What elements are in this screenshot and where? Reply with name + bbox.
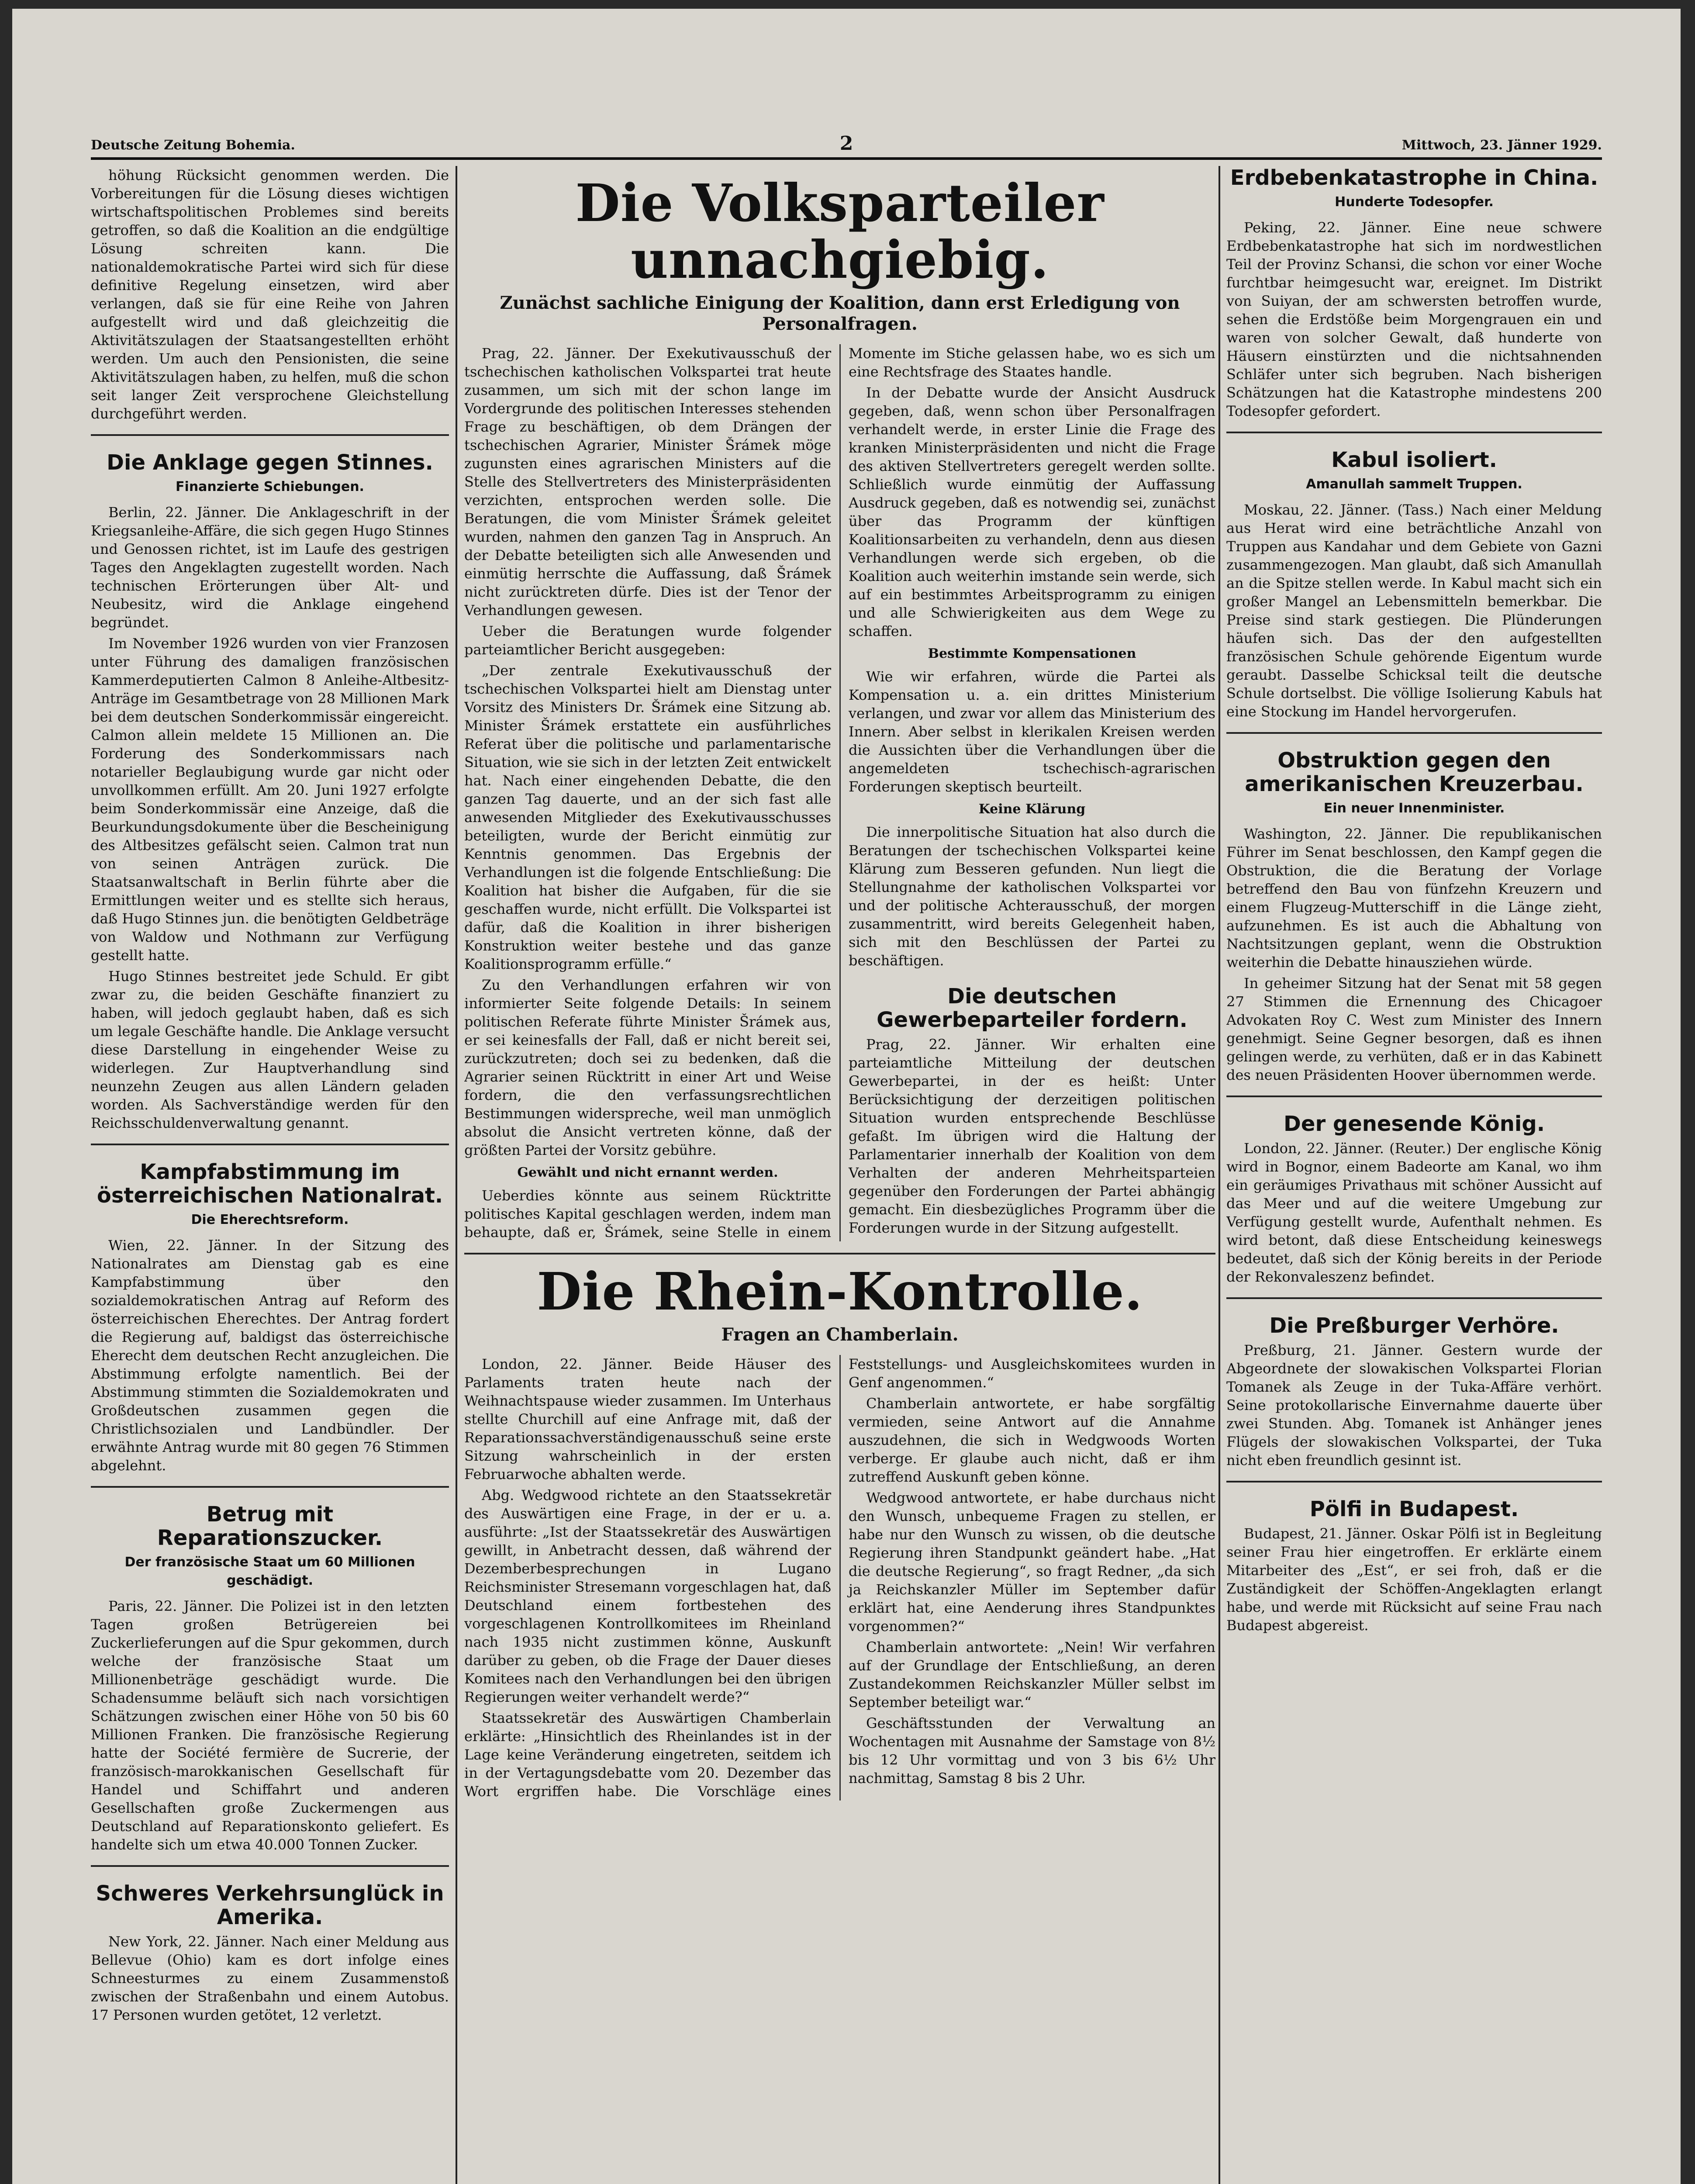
- column-rule: [456, 166, 457, 2184]
- masthead: [91, 118, 1602, 160]
- headline-poelfi: Pölfi in Budapest.: [1309, 1497, 1519, 1521]
- paragraph: Die innerpolitische Situation hat also durch die Beratungen der tschechischen Volkspartei keine Klärung zum Besseren gefunden. Nun liegt die Stellungnahme der katholischen Volkspartei vor und der politische Achterausschuß, der morgen zusammentritt, wird bereits Gelegenheit haben, sich mit den Beschlüssen der Partei zu beschäftigen.: [849, 824, 1215, 969]
- paragraph: Moskau, 22. Jänner. (Tass.) Nach einer Meldung aus Herat wird eine beträchtliche Anzahl von Truppen aus Kandahar und dem Gebiete von Gazni zusammengezogen. Man glaubt, daß sich Amanullah an die Spitze stellen werde. In Kabul macht sich ein großer Mangel an Lebensmitteln bemerkbar. Die Preise sind stark gestiegen. Die Plünderungen häufen sich. Das der den aufgestellten französischen Schule gehörende Eigentum wurde geraubt. Dasselbe Schicksal teilt die deutsche Schule dortselbst. Die völlige Isolierung Kabuls hat eine Stockung im Handel hervorgerufen.: [1226, 501, 1602, 720]
- divider: [464, 1253, 1215, 1254]
- section-kicker: Bestimmte Kompensationen: [928, 646, 1136, 661]
- headline-kabul: Kabul isoliert.: [1331, 448, 1497, 472]
- divider: [91, 434, 449, 436]
- paragraph: Peking, 22. Jänner. Eine neue schwere Erdbebenkatastrophe hat sich im nordwestlichen Teil der Provinz Schansi, die schon vor einer Woche furchtbar heimgesucht war, ereignet. Im Distrikt von Suiyan, der am schwersten betroffen wurde, sehen die Erdstöße beim Morgengrauen ein und waren von solcher Gewalt, daß hunderte von Häusern einstürzten und die nichtsahnenden Schläfer unter sich begruben. Nach bisherigen Schätzungen hat die Katastrophe mindestens 200 Todesopfer gefordert.: [1226, 219, 1602, 419]
- newspaper-name: Deutsche Zeitung Bohemia.: [91, 138, 295, 153]
- subhead-kabul: Amanullah sammelt Truppen.: [1306, 477, 1522, 492]
- article-volksparteiler: [464, 344, 1215, 1241]
- headline-zucker: Betrug mit Reparationszucker.: [157, 1502, 383, 1550]
- headline-gewerbe: Die deutschen Gewerbeparteiler fordern.: [877, 984, 1188, 1032]
- paragraph: Wien, 22. Jänner. In der Sitzung des Nationalrates am Dienstag gab es eine Kampfabstimmung über den sozialdemokratischen Antrag auf Reform des österreichischen Eherechtes. Der Antrag fordert die Regierung auf, baldigst das österreichische Eherecht dem deutschen Recht anzugleichen. Die Abstimmung erfolgte namentlich. Bei der Abstimmung stimmten die Sozialdemokraten und Großdeutschen zusammen gegen die Christlichsozialen und Landbündler. Der erwähnte Antrag wurde mit 80 gegen 76 Stimmen abgelehnt.: [91, 1237, 449, 1474]
- paragraph: Abg. Wedgwood richtete an den Staatssekretär des Auswärtigen eine Frage, in der er u. a. ausführte: „Ist der Staatssekretär des Auswärtigen gewillt, in Anbetracht dessen, daß während der Dezemberbesprechungen in Lugano Reichsminister Stresemann vorgeschlagen hat, daß Deutschland einem fortbestehen des vorgeschlagenen Kontrollkomitees im Rheinland nach 1935 nicht zustimmen könne, Auskunft darüber zu geben, ob die Frage der Dauer dieses Komitees nach den Verhandlungen bei den übrigen Regierungen weiter verhandelt werde?“: [464, 1487, 831, 1705]
- paragraph: Paris, 22. Jänner. Die Polizei ist in den letzten Tagen großen Betrügereien bei Zuckerlieferungen auf die Spur gekommen, durch welche der französische Staat um Millionenbeträge geschädigt wurde. Die Schadensumme beläuft sich nach vorsichtigen Schätzungen zwischen einer Höhe von 50 bis 60 Millionen Franken. Die französische Regierung hatte der Société fermière de Sucrerie, der französisch-marokkanischen Gesellschaft für Handel und Schiffahrt und anderen Gesellschaften große Zuckermengen aus Deutschland auf Reparationskonto geliefert. Es handelte sich um etwa 40.000 Tonnen Zucker.: [91, 1598, 449, 1853]
- section-kicker: Keine Klärung: [978, 802, 1086, 817]
- article-continuation: höhung Rücksicht genommen werden. Die Vorbereitungen für die Lösung dieses wichtigen wirtschaftspolitischen Problemes sind bereits getroffen, so daß die Koalition an die endgültige Lösung schreiten kann. Die nationaldemokratische Partei wird sich für diese definitive Regelung einsetzen, wird aber verlangen, daß sie für eine Reihe von Jahren aufgestellt wird und daß gleichzeitig die Aktivitätszulagen der Staatsangestellten erhöht werden. Um auch den Pensionisten, die seine Aktivitätszulagen haben, zu helfen, muß die schon seit langer Zeit versprochene Gleichstellung durchgeführt werden.: [91, 167, 449, 422]
- divider: [91, 1865, 449, 1867]
- subhead-rhein: Fragen an Chamberlain.: [721, 1324, 959, 1345]
- headline-austria: Kampfabstimmung im österreichischen Nationalrat.: [97, 1160, 443, 1208]
- column-center: [464, 166, 1215, 2184]
- headline-volksparteiler: Die Volksparteiler unnachgiebig.: [575, 173, 1105, 290]
- paragraph: Chamberlain antwortete: „Nein! Wir verfahren auf der Grundlage der Entschließung, an deren Zustandekommen Reichskanzler Müller selbst im September beteiligt war.“: [849, 1639, 1215, 1711]
- paragraph: Budapest, 21. Jänner. Oskar Pölfi ist in Begleitung seiner Frau hier eingetroffen. Er erklärte einem Mitarbeiter des „Est“, er sei froh, daß er die Zuständigkeit der Schöffen-Angeklagten erlangt habe, und werde mit Rücksicht auf seine Frau nach Budapest abgereist.: [1226, 1525, 1602, 1634]
- headline-pressburg: Die Preßburger Verhöre.: [1269, 1313, 1559, 1338]
- paragraph: „Der zentrale Exekutivausschuß der tschechischen Volkspartei hielt am Dienstag unter Vorsitz des Ministers Dr. Šrámek eine Sitzung ab. Minister Šrámek erstattete ein ausführliches Referat über die politische und parlamentarische Situation, wie sie sich in der letzten Zeit entwickelt hat. Nach einer eingehenden Debatte, die den ganzen Tag dauerte, und an der sich fast alle anwesenden Mitglieder des Exekutivausschusses beteiligten, wurde der Bericht einmütig zur Kenntnis genommen. Das Ergebnis der Verhandlungen ist die folgende Entschließung: Die Koalition hat bisher die Aufgaben, für die sie geschaffen wurde, nicht erfüllt. Die Volkspartei ist dafür, daß die Koalition in ihrer bisherigen Konstruktion weiter bestehe und das ganze Koalitionsprogramm erfülle.“: [464, 662, 831, 972]
- subhead-china: Hunderte Todesopfer.: [1335, 194, 1494, 210]
- column-left: [91, 166, 449, 2184]
- headline-china: Erdbebenkatastrophe in China.: [1230, 166, 1598, 190]
- paragraph: Zu den Verhandlungen erfahren wir von informierter Seite folgende Details: In seinem politischen Referate führte Minister Šrámek aus, er sei keinesfalls der Fall, daß er nicht bereit sei, zurückzutreten; doch sei zu bedenken, daß die Agrarier seinen Rücktritt in einer Art und Weise fordern, die den verfassungsrechtlichen Bestimmungen widerspreche, weil man unmöglich absolut die Ansicht vertreten könne, daß der größten Partei der Vorsitz gebühre.: [464, 977, 831, 1158]
- paragraph: Preßburg, 21. Jänner. Gestern wurde der Abgeordnete der slowakischen Volkspartei Florian Tomanek als Zeuge in der Tuka-Affäre verhört. Seine protokollarische Einvernahme dauerte über zwei Stunden. Abg. Tomanek ist Anhänger jenes Flügels der slowakischen Volkspartei, der Tuka nicht eben freundlich gesinnt ist.: [1226, 1342, 1602, 1469]
- paragraph: New York, 22. Jänner. Nach einer Meldung aus Bellevue (Ohio) kam es dort infolge eines Schneesturmes zu einem Zusammenstoß zwischen der Straßenbahn und einem Autobus. 17 Personen wurden getötet, 12 verletzt.: [91, 1933, 449, 2023]
- paragraph: Prag, 22. Jänner. Der Exekutivausschuß der tschechischen katholischen Volkspartei trat heute zusammen, um sich mit der schon lange im Vordergrunde des politischen Interesses stehenden Frage zu beschäftigen, ob dem Drängen der tschechischen Agrarier, Minister Šrámek möge zugunsten eines agrarischen Ministers auf die Stelle des Stellvertreters des Ministerpräsidenten verzichten, entsprochen werden solle. Die Beratungen, die vom Minister Šrámek geleitet wurden, nahmen den ganzen Tag in Anspruch. An der Debatte beteiligten sich alle Anwesenden und einmütig herrschte die Auffassung, daß Šrámek nicht zurücktreten dürfe. Dies ist der Tenor der Verhandlungen gewesen.: [464, 345, 831, 619]
- paragraph: Staatssekretär des Auswärtigen Chamberlain erklärte: „Hinsichtlich des Rheinlandes ist in der Lage keine Veränderung eingetreten, seitdem ich in der Vertagungsdebatte vom 20. Dezember das Wort ergriffen habe. Die Vorschläge eines Feststellungs- und Ausgleichskomitees wurden in Genf angenommen.“: [464, 1356, 1215, 1800]
- paragraph: Prag, 22. Jänner. Wir erhalten eine parteiamtliche Mitteilung der deutschen Gewerbepartei, in der es heißt: Unter Berücksichtigung der derzeitigen politischen Situation wurden entsprechende Beschlüsse gefaßt. Im übrigen wird die Haltung der Parlamentarier innerhalb der Koalition von dem Verhalten der anderen Mehrheitsparteien gegenüber den Forderungen der Partei abhängig gemacht. Ein diesbezügliches Programm über die Forderungen wurde in der Sitzung aufgestellt.: [849, 1036, 1215, 1236]
- office-hours-notice: Geschäftsstunden der Verwaltung an Wochentagen mit Ausnahme der Samstage von 8½ bis 12 Uhr vormittag und von 3 bis 6½ Uhr nachmittag, Samstag 8 bis 2 Uhr.: [849, 1715, 1215, 1787]
- paragraph: Wedgwood antwortete, er habe durchaus nicht den Wunsch, unbequeme Fragen zu stellen, er habe nur den Wunsch zu wissen, ob die deutsche Regierung ihren Standpunkt geändert habe. „Hat die deutsche Regierung“, so fragt Redner, „da sich ja Reichskanzler Müller im September dafür erklärt hat, eine Aenderung ihres Standpunktes vorgenommen?“: [849, 1489, 1215, 1635]
- divider: [1226, 732, 1602, 734]
- subhead-stinnes: Finanzierte Schiebungen.: [176, 479, 364, 494]
- divider: [1226, 1297, 1602, 1299]
- divider: [91, 1486, 449, 1488]
- section-kicker: Gewählt und nicht ernannt werden.: [517, 1165, 778, 1180]
- subhead-kreuzer: Ein neuer Innenminister.: [1323, 801, 1505, 816]
- headline-rhein: Die Rhein-Kontrolle.: [537, 1261, 1143, 1322]
- newspaper-page: [12, 9, 1681, 2184]
- paragraph: Im November 1926 wurden von vier Franzosen unter Führung des damaligen französischen Kammerdeputierten Calmon 8 Anleihe-Altbesitz-Anträge im Gesamtbetrage von 28 Millionen Mark bei dem deutschen Sonderkommissär eingereicht. Calmon allein meldete 15 Millionen an. Die Forderung des Sonderkommissars nach notarieller Beglaubigung wurde gar nicht oder unvollkommen erfüllt. Am 20. Juni 1927 erfolgte beim Sonderkommissär eine Anzeige, daß die Beurkundungsdokumente über die Bescheinigung des Altbesitzes gefälscht seien. Calmon trat nun von seinen Anträgen zurück. Die Staatsanwaltschaft in Berlin führte aber die Ermittlungen weiter und es stellte sich heraus, daß Hugo Stinnes jun. die benötigten Geldbeträge von Waldow und Nothmann zur Verfügung gestellt hatte.: [91, 635, 449, 964]
- paragraph: London, 22. Jänner. Beide Häuser des Parlaments traten heute nach der Weihnachtspause wieder zusammen. Im Unterhaus stellte Churchill auf eine Anfrage mit, daß der Reparationssachverständigenausschuß seine erste Sitzung wahrscheinlich in der ersten Februarwoche abhalten werde.: [464, 1356, 831, 1482]
- column-right: [1226, 166, 1602, 2184]
- paragraph: Berlin, 22. Jänner. Die Anklageschrift in der Kriegsanleihe-Affäre, die sich gegen Hugo Stinnes und Genossen richtet, ist im Laufe des gestrigen Tages den Angeklagten zugestellt worden. Nach technischen Erörterungen über Alt- und Neubesitz, wird die Anklage eingehend begründet.: [91, 504, 449, 631]
- page-number: 2: [839, 132, 853, 155]
- divider: [1226, 1481, 1602, 1482]
- divider: [1226, 1095, 1602, 1097]
- headline-kreuzer: Obstruktion gegen den amerikanischen Kreuzerbau.: [1245, 748, 1584, 796]
- paragraph: Washington, 22. Jänner. Die republikanischen Führer im Senat beschlossen, den Kampf gegen die Obstruktion, die die Beratung der Vorlage betreffend den Bau von fünfzehn Kreuzern und einem Flugzeug-Mutterschiff in die Länge zieht, aufzunehmen. Es ist auch die Abhaltung von Nachtsitzungen geplant, wenn die Obstruktion weiterhin die Debatte hinausziehen würde.: [1226, 826, 1602, 971]
- paragraph: Ueberdies könnte aus seinem Rücktritte politisches Kapital geschlagen werden, indem man behaupte, daß er, Šrámek, seine Stelle in einem Momente im Stiche gelassen habe, wo es sich um eine Rechtsfrage des Staates handle.: [464, 345, 1215, 1241]
- subhead-zucker: Der französische Staat um 60 Millionen geschädigt.: [124, 1555, 415, 1588]
- paragraph: Chamberlain antwortete, er habe sorgfältig vermieden, seine Antwort auf die Annahme auszudehnen, die sich in Wedgwoods Worten verberge. Er glaube auch nicht, daß er ihm zutreffend Auskunft geben könne.: [849, 1395, 1215, 1485]
- divider: [91, 1144, 449, 1145]
- headline-stinnes: Die Anklage gegen Stinnes.: [107, 450, 433, 475]
- paragraph: Wie wir erfahren, würde die Partei als Kompensation u. a. ein drittes Ministerium verlangen, und zwar vor allem das Ministerium des Innern. Aber selbst in klerikalen Kreisen werden die Aussichten über die Verhandlungen über die angemeldeten tschechisch-agrarischen Forderungen skeptisch beurteilt.: [849, 668, 1215, 795]
- paragraph: In der Debatte wurde der Ansicht Ausdruck gegeben, daß, wenn schon über Personalfragen verhandelt werde, in erster Linie die Frage des kranken Ministerpräsidenten und nicht die Frage des aktiven Stellvertreters geregelt werden sollte. Schließlich wurde einmütig der Auffassung Ausdruck gegeben, daß es notwendig sei, zunächst über das Programm der künftigen Koalitionsarbeiten zu verhandeln, denn aus diesen Verhandlungen werde sich ergeben, ob die Koalition auch weiterhin imstande sein werde, sich auf ein bestimmtes Arbeitsprogramm zu einigen und alle Schwierigkeiten aus dem Wege zu schaffen.: [849, 384, 1215, 639]
- issue-date: Mittwoch, 23. Jänner 1929.: [1402, 138, 1602, 153]
- paragraph: Ueber die Beratungen wurde folgender parteiamtlicher Bericht ausgegeben:: [464, 623, 831, 658]
- subhead-austria: Die Eherechtsreform.: [191, 1212, 349, 1227]
- subhead-volksparteiler: Zunächst sachliche Einigung der Koalition, dann erst Erledigung von Personalfragen.: [500, 293, 1180, 334]
- paragraph: London, 22. Jänner. (Reuter.) Der englische König wird in Bognor, einem Badeorte am Kanal, wo ihm ein geräumiges Privathaus mit schöner Aussicht auf das Meer und auf die weitere Umgebung zur Verfügung gestellt wurde, Aufenthalt nehmen. Es wird betont, daß diese Entscheidung keineswegs bedeutet, daß sich der König bereits in der Periode der Rekonvaleszenz befindet.: [1226, 1140, 1602, 1285]
- headline-amerika: Schweres Verkehrsunglück in Amerika.: [96, 1881, 444, 1929]
- column-rule: [1219, 166, 1220, 2184]
- paragraph: Hugo Stinnes bestreitet jede Schuld. Er gibt zwar zu, die beiden Geschäfte finanziert zu haben, will jedoch geglaubt haben, daß es sich um legale Geschäfte handle. Die Anklage versucht diese Darstellung in eingehender Weise zu widerlegen. Zur Hauptverhandlung sind neunzehn Zeugen aus allen Ländern geladen worden. Als Sachverständige werden für den Reichsschuldenverwaltung genannt.: [91, 968, 449, 1131]
- headline-koenig: Der genesende König.: [1284, 1112, 1545, 1136]
- paragraph: In geheimer Sitzung hat der Senat mit 58 gegen 27 Stimmen die Ernennung des Chicagoer Advokaten Roy C. West zum Minister des Innern genehmigt. Seine Gegner besorgen, daß es ihnen gelingen werde, zu verhüten, daß er in das Kabinett des neuen Präsidenten Hoover übernommen werde.: [1226, 975, 1602, 1083]
- article-rhein: [464, 1355, 1215, 1800]
- divider: [1226, 432, 1602, 433]
